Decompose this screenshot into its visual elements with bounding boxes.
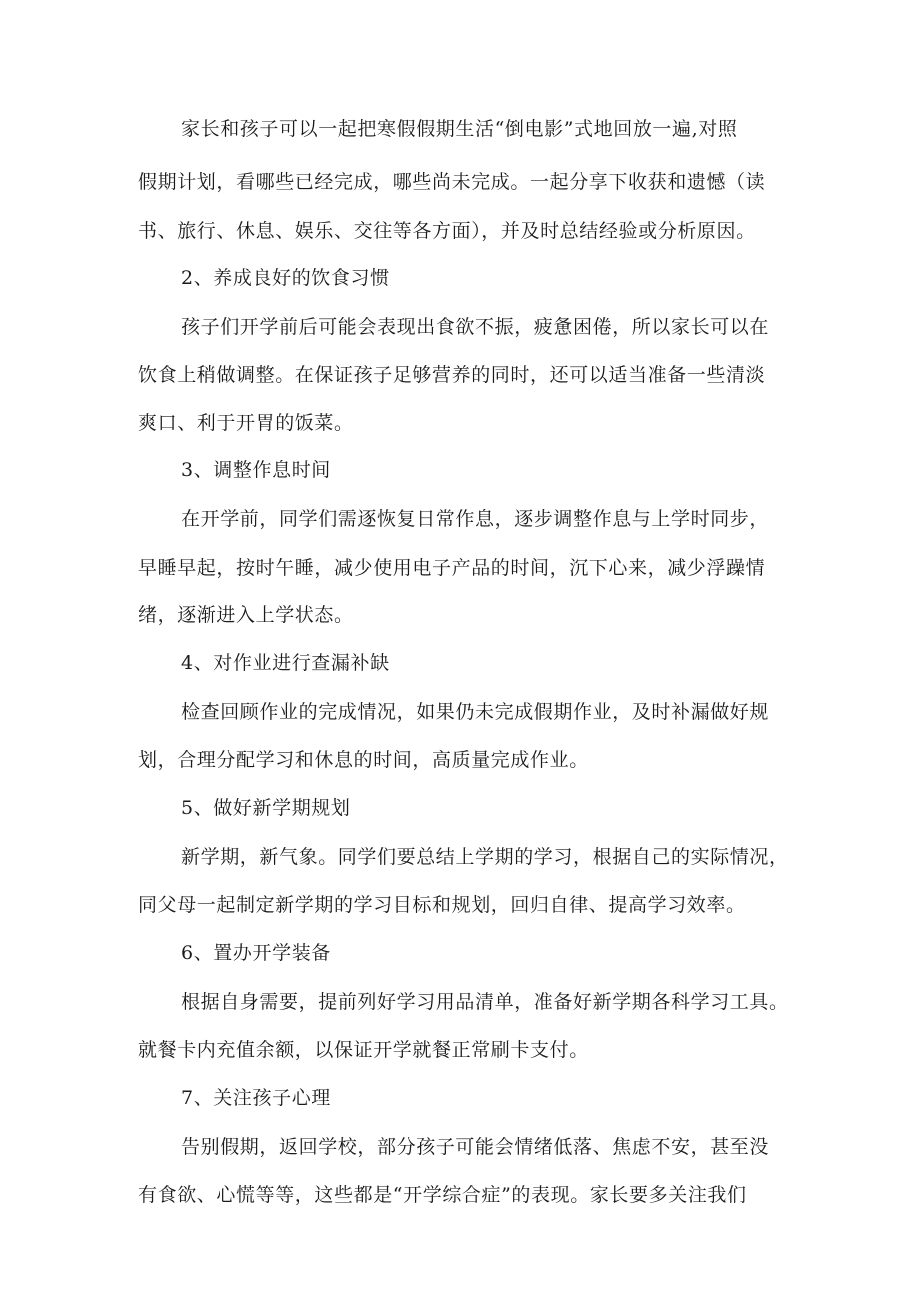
paragraph-line: 爽口、利于开胃的饭菜。 [138, 412, 354, 434]
paragraph-line: 新学期，新气象。同学们要总结上学期的学习，根据自己的实际情况， [181, 846, 789, 868]
paragraph-line: 书、旅行、休息、娱乐、交往等各方面），并及时总结经验或分析原因。 [138, 220, 756, 242]
paragraph-line: 绪，逐渐进入上学状态。 [138, 604, 354, 626]
section-heading: 3、调整作息时间 [181, 459, 331, 481]
paragraph-line: 告别假期，返回学校，部分孩子可能会情绪低落、焦虑不安，甚至没 [181, 1136, 770, 1158]
section-heading: 5、做好新学期规划 [181, 797, 351, 819]
paragraph-line: 假期计划，看哪些已经完成，哪些尚未完成。一起分享下收获和遗憾（读 [138, 171, 766, 193]
section-heading: 6、置办开学装备 [181, 942, 331, 964]
paragraph-line: 同父母一起制定新学期的学习目标和规划，回归自律、提高学习效率。 [138, 894, 746, 916]
paragraph-line: 饮食上稍做调整。在保证孩子足够营养的同时，还可以适当准备一些清淡 [138, 364, 766, 386]
section-heading: 7、关注孩子心理 [181, 1087, 331, 1109]
paragraph-line: 在开学前，同学们需逐恢复日常作息，逐步调整作息与上学时同步， [181, 508, 770, 530]
paragraph-line: 就餐卡内充值余额，以保证开学就餐正常刷卡支付。 [138, 1039, 589, 1061]
paragraph-line: 有食欲、心慌等等，这些都是“开学综合症”的表现。家长要多关注我们 [138, 1184, 747, 1206]
paragraph-line: 根据自身需要，提前列好学习用品清单，准备好新学期各科学习工具。 [181, 991, 789, 1013]
section-heading: 4、对作业进行查漏补缺 [181, 652, 390, 674]
section-heading: 2、养成良好的饮食习惯 [181, 267, 390, 289]
paragraph-line: 检查回顾作业的完成情况，如果仍未完成假期作业，及时补漏做好规 [181, 701, 770, 723]
paragraph-line: 早睡早起，按时午睡，减少使用电子产品的时间，沉下心来，减少浮躁情 [138, 557, 766, 579]
paragraph-line: 家长和孩子可以一起把寒假假期生活“倒电影”式地回放一遍,对照 [181, 118, 738, 140]
paragraph-line: 划，合理分配学习和休息的时间，高质量完成作业。 [138, 749, 589, 771]
paragraph-line: 孩子们开学前后可能会表现出食欲不振，疲惫困倦，所以家长可以在 [181, 316, 770, 338]
